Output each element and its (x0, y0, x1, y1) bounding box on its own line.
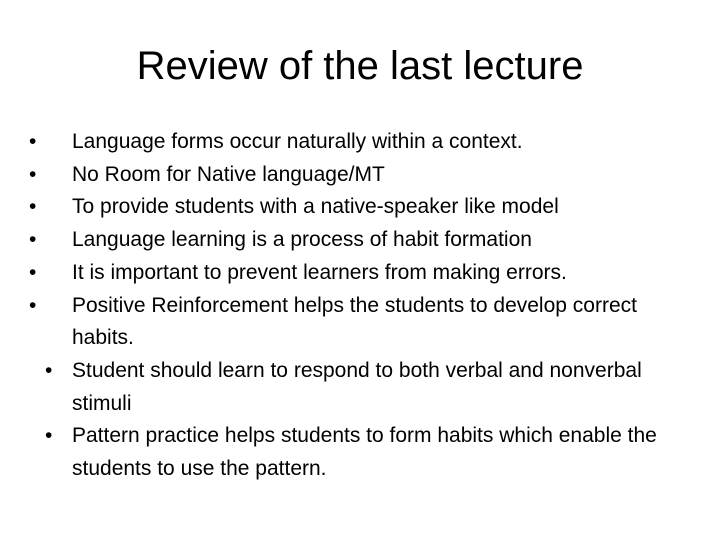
bullet-text: No Room for Native language/MT (72, 162, 385, 186)
bullet-text: Positive Reinforcement helps the students to develop correct habits. (72, 293, 637, 350)
slide-title: Review of the last lecture (136, 44, 584, 88)
bullet-text: Language forms occur naturally within a context. (72, 130, 523, 153)
bullet-text: Language learning is a process of habit formation (72, 228, 532, 252)
list-item (0, 257, 720, 290)
list-item (0, 159, 720, 192)
bullet-icon: • (29, 195, 37, 219)
list-item (0, 420, 720, 485)
bullet-icon: • (29, 260, 37, 284)
list-item (0, 224, 720, 257)
bullet-icon: • (45, 358, 53, 382)
bullet-list (0, 126, 720, 486)
list-item (0, 290, 720, 355)
list-item (0, 355, 720, 420)
bullet-text: To provide students with a native-speaker like model (72, 195, 559, 219)
bullet-icon: • (29, 228, 37, 252)
bullet-icon: • (29, 130, 37, 153)
bullet-icon: • (29, 293, 37, 317)
bullet-icon: • (29, 162, 37, 186)
list-item (0, 126, 720, 159)
bullet-icon: • (45, 424, 53, 448)
bullet-text: Pattern practice helps students to form habits which enable the students to use the pattern. (72, 424, 657, 481)
bullet-text: Student should learn to respond to both verbal and nonverbal stimuli (72, 358, 642, 415)
list-item (0, 191, 720, 224)
bullet-text: It is important to prevent learners from making errors. (72, 260, 567, 284)
